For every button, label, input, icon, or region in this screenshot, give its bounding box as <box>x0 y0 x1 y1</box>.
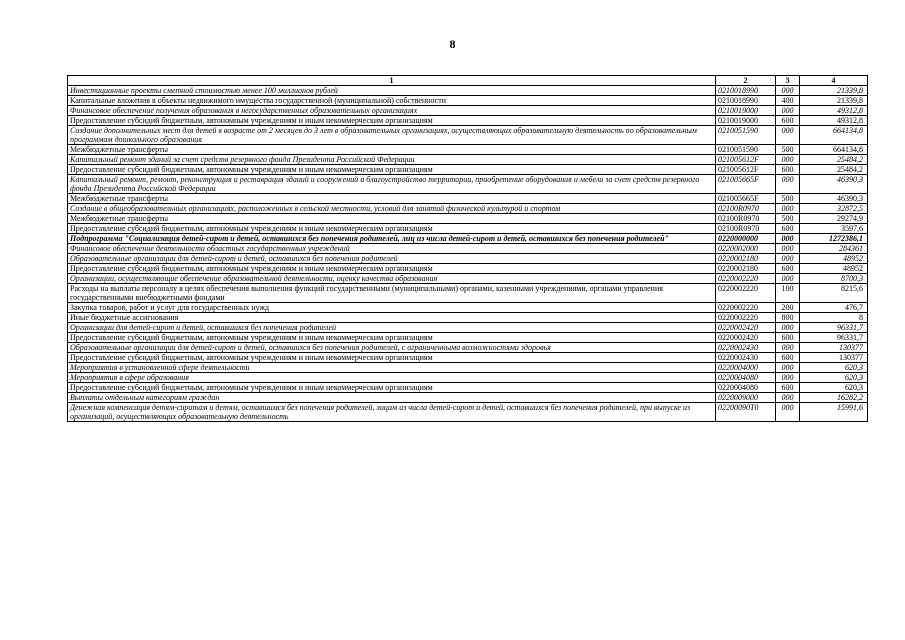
table-row <box>68 363 868 373</box>
row-code: 021005665F <box>716 175 776 194</box>
row-type: 000 <box>776 323 800 333</box>
row-name: Создание в общеобразовательных организациях, расположенных в сельской местности, условий для занятий физической культурой и спортом <box>68 204 716 214</box>
row-type: 000 <box>776 155 800 165</box>
row-code: 0220002180 <box>716 254 776 264</box>
row-code: 0220002420 <box>716 323 776 333</box>
row-name: Предоставление субсидий бюджетным, автономным учреждениям и иным некоммерческим организациям <box>68 116 716 126</box>
table-row <box>68 126 868 145</box>
row-sum: 8700,3 <box>800 274 868 284</box>
row-code: 0220002180 <box>716 264 776 274</box>
row-type: 000 <box>776 343 800 353</box>
row-type: 000 <box>776 234 800 244</box>
header-col-type: 3 <box>776 76 800 86</box>
row-name: Закупка товаров, работ и услуг для государственных нужд <box>68 303 716 313</box>
table-row <box>68 116 868 126</box>
row-name: Предоставление субсидий бюджетным, автономным учреждениям и иным некоммерческим организациям <box>68 264 716 274</box>
row-name: Капитальный ремонт, ремонт, реконструкция и реставрация зданий и сооружений и благоустройство территории, приобретение оборудования и мебели за счет средств резервного фонда Президента Российской Федерации <box>68 175 716 194</box>
table-row <box>68 244 868 254</box>
row-code: 02100R0970 <box>716 214 776 224</box>
row-sum: 25484,2 <box>800 155 868 165</box>
row-code: 0210019000 <box>716 106 776 116</box>
row-sum: 21339,8 <box>800 86 868 96</box>
row-code: 0220002420 <box>716 333 776 343</box>
row-type: 000 <box>776 274 800 284</box>
row-code: 0220002430 <box>716 353 776 363</box>
row-sum: 16282,2 <box>800 393 868 403</box>
row-name: Предоставление субсидий бюджетным, автономным учреждениям и иным некоммерческим организациям <box>68 333 716 343</box>
row-sum: 130377 <box>800 353 868 363</box>
table-row <box>68 393 868 403</box>
table-row <box>68 343 868 353</box>
row-name: Иные бюджетные ассигнования <box>68 313 716 323</box>
row-code: 02200090Т0 <box>716 403 776 422</box>
table-row <box>68 96 868 106</box>
table-row <box>68 264 868 274</box>
table-row <box>68 284 868 303</box>
row-name: Мероприятия в установленной сфере деятельности <box>68 363 716 373</box>
row-sum: 130377 <box>800 343 868 353</box>
budget-table <box>67 75 868 422</box>
row-sum: 46390,3 <box>800 194 868 204</box>
table-row <box>68 106 868 116</box>
row-code: 021005612F <box>716 165 776 175</box>
header-col-code: 2 <box>716 76 776 86</box>
row-type: 500 <box>776 145 800 155</box>
row-sum: 96331,7 <box>800 333 868 343</box>
row-name: Предоставление субсидий бюджетным, автономным учреждениям и иным некоммерческим организациям <box>68 353 716 363</box>
row-sum: 48952 <box>800 264 868 274</box>
row-sum: 49312,8 <box>800 116 868 126</box>
table-row <box>68 323 868 333</box>
row-sum: 664134,8 <box>800 145 868 155</box>
row-code: 0220002220 <box>716 274 776 284</box>
row-name: Межбюджетные трансферты <box>68 214 716 224</box>
row-sum: 620,3 <box>800 373 868 383</box>
row-code: 0220004000 <box>716 363 776 373</box>
table-row <box>68 303 868 313</box>
table-row <box>68 224 868 234</box>
row-name: Предоставление субсидий бюджетным, автономным учреждениям и иным некоммерческим организациям <box>68 383 716 393</box>
row-type: 600 <box>776 264 800 274</box>
row-sum: 15991,6 <box>800 403 868 422</box>
row-sum: 664134,8 <box>800 126 868 145</box>
row-code: 0220002220 <box>716 313 776 323</box>
row-name: Предоставление субсидий бюджетным, автономным учреждениям и иным некоммерческим организациям <box>68 224 716 234</box>
header-row <box>68 76 868 86</box>
row-type: 000 <box>776 393 800 403</box>
row-type: 000 <box>776 86 800 96</box>
row-code: 0210051590 <box>716 145 776 155</box>
row-type: 800 <box>776 313 800 323</box>
table-row <box>68 175 868 194</box>
row-type: 600 <box>776 353 800 363</box>
row-name: Организации для детей-сирот и детей, оставшихся без попечения родителей <box>68 323 716 333</box>
row-name: Финансовое обеспечение получения образования в негосударственных образовательных организациях <box>68 106 716 116</box>
row-sum: 29274,9 <box>800 214 868 224</box>
row-type: 000 <box>776 403 800 422</box>
row-code: 0210018990 <box>716 86 776 96</box>
row-sum: 476,7 <box>800 303 868 313</box>
row-type: 000 <box>776 254 800 264</box>
row-name: Межбюджетные трансферты <box>68 145 716 155</box>
row-sum: 32872,5 <box>800 204 868 214</box>
table-row <box>68 353 868 363</box>
row-name: Подпрограмма "Социализация детей-сирот и детей, оставшихся без попечения родителей, лиц из числа детей-сирот и детей, оставшихся без попечения родителей" <box>68 234 716 244</box>
row-sum: 96331,7 <box>800 323 868 333</box>
header-col-name: 1 <box>68 76 716 86</box>
row-code: 0220002000 <box>716 244 776 254</box>
table-row <box>68 274 868 284</box>
row-name: Создание дополнительных мест для детей в возрасте от 2 месяцев до 3 лет в образовательных организациях, осуществляющих образовательную деятельность по образовательным программам дошкольного образования <box>68 126 716 145</box>
table-row <box>68 165 868 175</box>
row-code: 0210018990 <box>716 96 776 106</box>
table-row <box>68 383 868 393</box>
row-type: 000 <box>776 244 800 254</box>
row-sum: 49312,8 <box>800 106 868 116</box>
row-sum: 8 <box>800 313 868 323</box>
row-sum: 1272386,1 <box>800 234 868 244</box>
row-name: Образовательные организации для детей-сирот и детей, оставшихся без попечения родителей, с ограниченными возможностями здоровья <box>68 343 716 353</box>
row-name: Предоставление субсидий бюджетным, автономным учреждениям и иным некоммерческим организациям <box>68 165 716 175</box>
table-row <box>68 373 868 383</box>
row-code: 0220004080 <box>716 383 776 393</box>
row-sum: 3597,6 <box>800 224 868 234</box>
table-row <box>68 204 868 214</box>
row-type: 200 <box>776 303 800 313</box>
row-name: Выплаты отдельным категориям граждан <box>68 393 716 403</box>
row-code: 0220000000 <box>716 234 776 244</box>
row-type: 600 <box>776 333 800 343</box>
row-code: 0220004080 <box>716 373 776 383</box>
row-name: Инвестиционные проекты сметной стоимостью менее 100 миллионов рублей <box>68 86 716 96</box>
table-row <box>68 234 868 244</box>
row-type: 600 <box>776 165 800 175</box>
table-row <box>68 155 868 165</box>
header-col-sum: 4 <box>800 76 868 86</box>
row-code: 021005665F <box>716 194 776 204</box>
table-row <box>68 313 868 323</box>
row-sum: 25484,2 <box>800 165 868 175</box>
row-type: 100 <box>776 284 800 303</box>
row-code: 0220009000 <box>716 393 776 403</box>
row-type: 500 <box>776 214 800 224</box>
row-type: 600 <box>776 116 800 126</box>
table-row <box>68 214 868 224</box>
row-code: 0220002220 <box>716 303 776 313</box>
row-type: 000 <box>776 175 800 194</box>
row-type: 000 <box>776 363 800 373</box>
row-type: 000 <box>776 204 800 214</box>
row-sum: 46390,3 <box>800 175 868 194</box>
row-name: Мероприятия в сфере образования <box>68 373 716 383</box>
row-code: 0220002220 <box>716 284 776 303</box>
row-name: Расходы на выплаты персоналу в целях обеспечения выполнения функций государственными (муниципальными) органами, казенными учреждениями, органами управления государственными внебюджетными фондами <box>68 284 716 303</box>
row-name: Финансовое обеспечение деятельности областных государственных учреждений <box>68 244 716 254</box>
row-name: Образовательные организации для детей-сирот и детей, оставшихся без попечения родителей <box>68 254 716 264</box>
row-sum: 620,3 <box>800 383 868 393</box>
row-name: Капитальный ремонт зданий за счет средств резервного фонда Президента Российской Федерации <box>68 155 716 165</box>
table-row <box>68 403 868 422</box>
table-row <box>68 86 868 96</box>
row-sum: 284361 <box>800 244 868 254</box>
row-code: 0210051590 <box>716 126 776 145</box>
table-row <box>68 194 868 204</box>
row-code: 0210019000 <box>716 116 776 126</box>
row-type: 400 <box>776 96 800 106</box>
row-type: 000 <box>776 106 800 116</box>
row-code: 02100R0970 <box>716 224 776 234</box>
row-type: 500 <box>776 194 800 204</box>
row-code: 0220002430 <box>716 343 776 353</box>
table-row <box>68 254 868 264</box>
row-type: 000 <box>776 126 800 145</box>
row-code: 021005612F <box>716 155 776 165</box>
row-name: Денежная компенсация детям-сиротам и детям, оставшимся без попечения родителей, лицам из числа детей-сирот и детей, оставшихся без попечения родителей, при выпуске из организаций, осуществляющих образовательную деятельность <box>68 403 716 422</box>
table-row <box>68 333 868 343</box>
row-type: 600 <box>776 224 800 234</box>
row-code: 02100R0970 <box>716 204 776 214</box>
row-sum: 21339,8 <box>800 96 868 106</box>
row-type: 600 <box>776 383 800 393</box>
row-sum: 8215,6 <box>800 284 868 303</box>
row-name: Капитальные вложения в объекты недвижимого имущества государственной (муниципальной) собственности <box>68 96 716 106</box>
row-sum: 48952 <box>800 254 868 264</box>
row-name: Межбюджетные трансферты <box>68 194 716 204</box>
row-sum: 620,3 <box>800 363 868 373</box>
row-name: Организации, осуществляющие обеспечение образовательной деятельности, оценку качества образования <box>68 274 716 284</box>
table-row <box>68 145 868 155</box>
row-type: 000 <box>776 373 800 383</box>
page-number: 8 <box>449 37 456 51</box>
